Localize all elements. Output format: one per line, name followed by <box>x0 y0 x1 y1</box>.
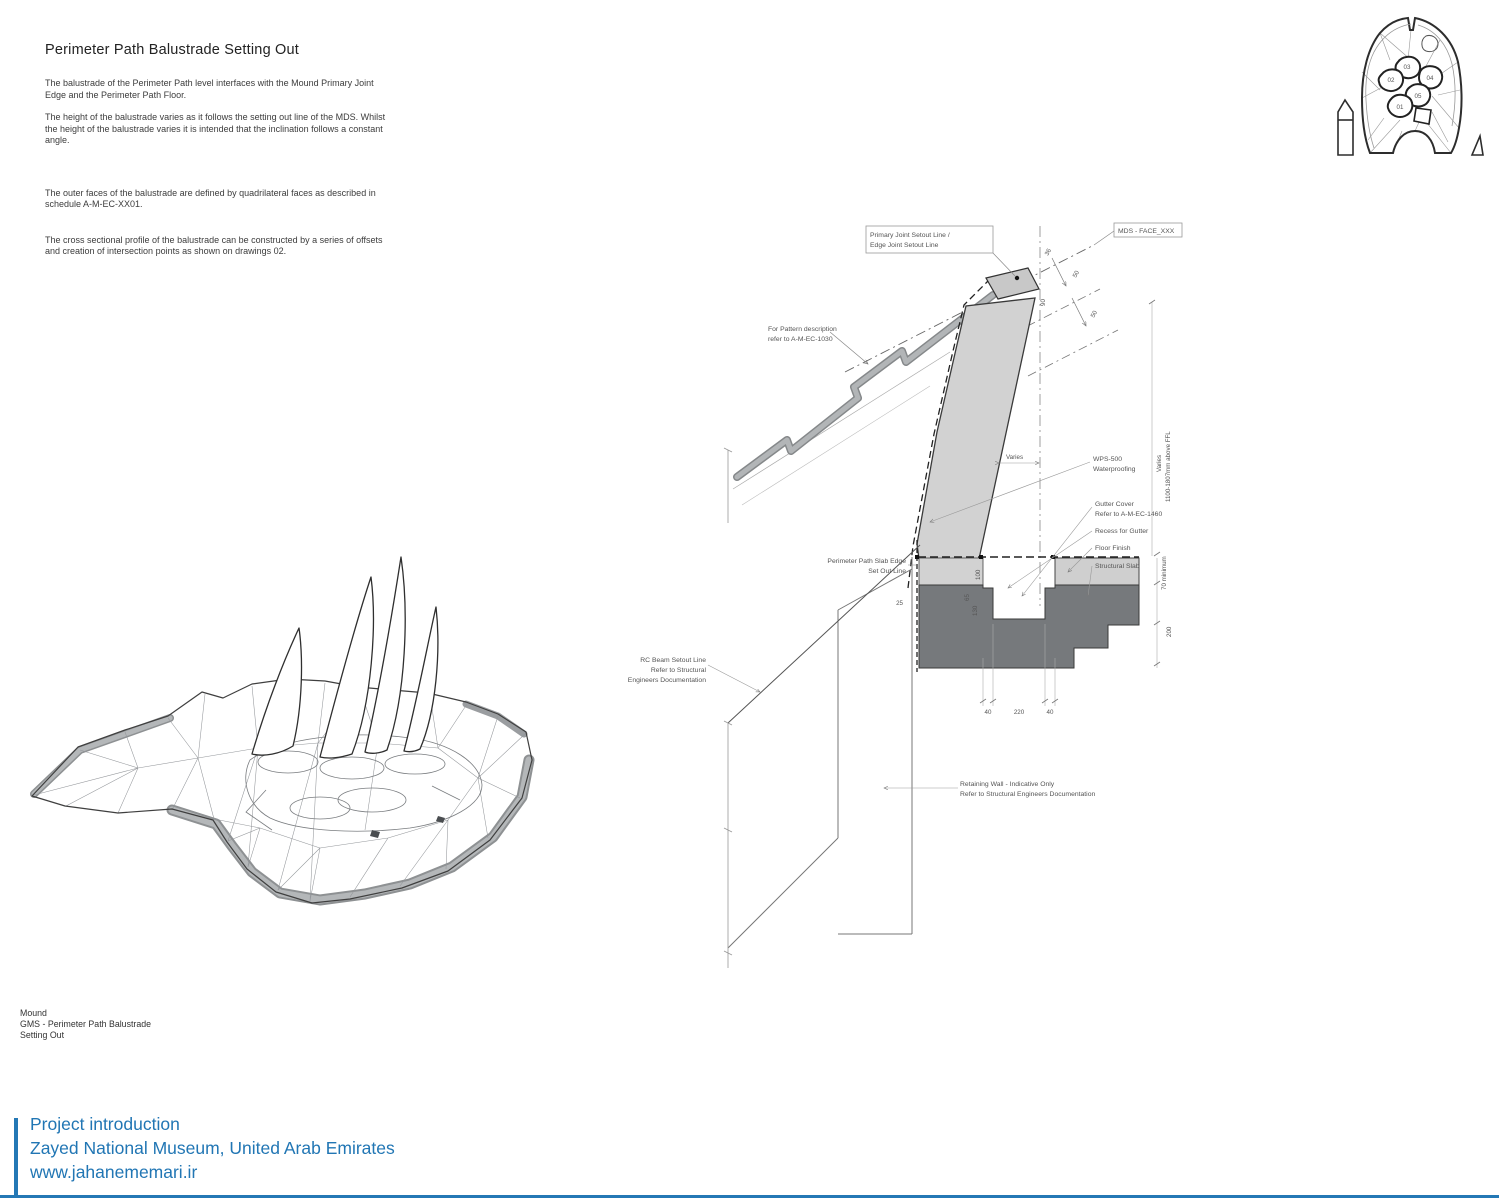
key-plan-diagram <box>1320 0 1499 180</box>
dim-40a: 40 <box>984 709 992 716</box>
dim-25: 25 <box>896 600 903 607</box>
dim-varies-ffl-1: Varies <box>1156 454 1163 472</box>
mound-entrance-marks <box>370 816 445 838</box>
retaining-label-1: Retaining Wall - Indicative Only <box>960 781 1055 788</box>
spire-1 <box>252 628 301 755</box>
dim-40b: 40 <box>1046 709 1054 716</box>
footer-block <box>14 1112 395 1198</box>
spire-4 <box>404 607 438 752</box>
mds-face-label: MDS - FACE_XXX <box>1118 228 1175 235</box>
gutter-cover-label-1: Gutter Cover <box>1095 501 1134 508</box>
primary-joint-label-1: Primary Joint Setout Line / <box>870 232 950 239</box>
note-paragraph: The outer faces of the balustrade are defined by quadrilateral faces as described in schedule A-M-EC-XX01. <box>45 187 376 209</box>
primary-joint-label-2: Edge Joint Setout Line <box>870 242 939 249</box>
rc-beam-callout <box>628 657 760 692</box>
dim-90: 90 <box>1040 299 1047 306</box>
pod-label-03: 03 <box>1403 64 1411 71</box>
wps-label-2: Waterproofing <box>1093 466 1136 473</box>
dim-200: 200 <box>1166 626 1173 637</box>
footer-website: www.jahanememari.ir <box>30 1162 198 1182</box>
notes-block <box>45 42 395 258</box>
note-paragraph: The cross sectional profile of the balustrade can be constructed by a series of offsets and creation of intersection points as shown on drawings 02. <box>45 234 383 256</box>
pattern-label-2: refer to A-M-EC-1030 <box>768 336 833 343</box>
note-paragraph: The balustrade of the Perimeter Path level interfaces with the Mound Primary Joint Edge and the Perimeter Path Floor. <box>45 78 374 100</box>
structural-slab-label: Structural Slab <box>1095 563 1140 570</box>
dim-50b: 50 <box>1089 309 1100 319</box>
pod-label-02: 02 <box>1387 77 1395 84</box>
structural-slab <box>919 585 1139 668</box>
dim-50a: 50 <box>1071 269 1082 279</box>
dim-130: 130 <box>972 605 979 616</box>
dim-100: 100 <box>975 569 982 580</box>
recess-label: Recess for Gutter <box>1095 528 1149 535</box>
dim-36: 36 <box>1043 247 1054 257</box>
wps-label-1: WPS-500 <box>1093 456 1123 463</box>
primary-joint-callout <box>866 226 1015 276</box>
mound-axonometric-drawing <box>20 500 640 920</box>
slab-edge-label-2: Set Out Line <box>868 568 906 575</box>
balustrade-base <box>919 558 983 585</box>
rc-beam-label-1: RC Beam Setout Line <box>640 657 706 664</box>
retaining-wall-outline <box>728 557 912 948</box>
caption-line: Setting Out <box>20 1030 65 1040</box>
mds-face-callout <box>1094 223 1182 245</box>
footer-accent-bar <box>14 1118 18 1198</box>
left-dimension-line <box>724 448 732 968</box>
note-paragraph: The height of the balustrade varies as it follows the setting out line of the MDS. Whilst the height of the balustrade varies it is intended that the inclination follows a constant angle. <box>45 112 386 145</box>
rc-beam-label-3: Engineers Documentation <box>627 677 706 684</box>
dim-70-minimum: 70 minimum <box>1161 556 1168 590</box>
rc-beam-label-2: Refer to Structural <box>650 667 706 674</box>
slab-edge-callout <box>827 558 916 575</box>
dim-220: 220 <box>1013 709 1025 716</box>
pattern-label-1: For Pattern description <box>768 326 837 333</box>
museum-spires <box>252 557 438 758</box>
retaining-wall-callout <box>884 781 1095 798</box>
dim-65: 65 <box>964 594 971 601</box>
pattern-callout <box>768 326 868 364</box>
slab-edge-label-1: Perimeter Path Slab Edge <box>827 558 906 565</box>
gutter-cover-label-2: Refer to A-M-EC-1460 <box>1095 511 1163 518</box>
spire-2 <box>320 577 373 758</box>
footer-project-intro: Project introduction <box>30 1114 180 1134</box>
caption-line: GMS - Perimeter Path Balustrade <box>20 1019 152 1029</box>
dim-varies-ffl-2: 1100-1807mm above FFL <box>1165 431 1172 502</box>
balustrade-section-detail <box>600 190 1220 1000</box>
drawing-caption <box>20 1008 151 1041</box>
footer-project-name: Zayed National Museum, United Arab Emirates <box>30 1138 395 1158</box>
pod-ramp <box>1414 108 1431 124</box>
pod-label-04: 04 <box>1426 75 1434 82</box>
retaining-label-2: Refer to Structural Engineers Documentation <box>960 791 1096 798</box>
bottom-accent-rule <box>0 1195 1499 1198</box>
pod-label-01: 01 <box>1396 104 1404 111</box>
floor-finish-label: Floor Finish <box>1095 545 1131 552</box>
caption-line: Mound <box>20 1008 47 1018</box>
page-title: Perimeter Path Balustrade Setting Out <box>45 42 300 58</box>
dim-varies: Varies <box>1006 454 1024 461</box>
pod-label-05: 05 <box>1414 93 1422 100</box>
